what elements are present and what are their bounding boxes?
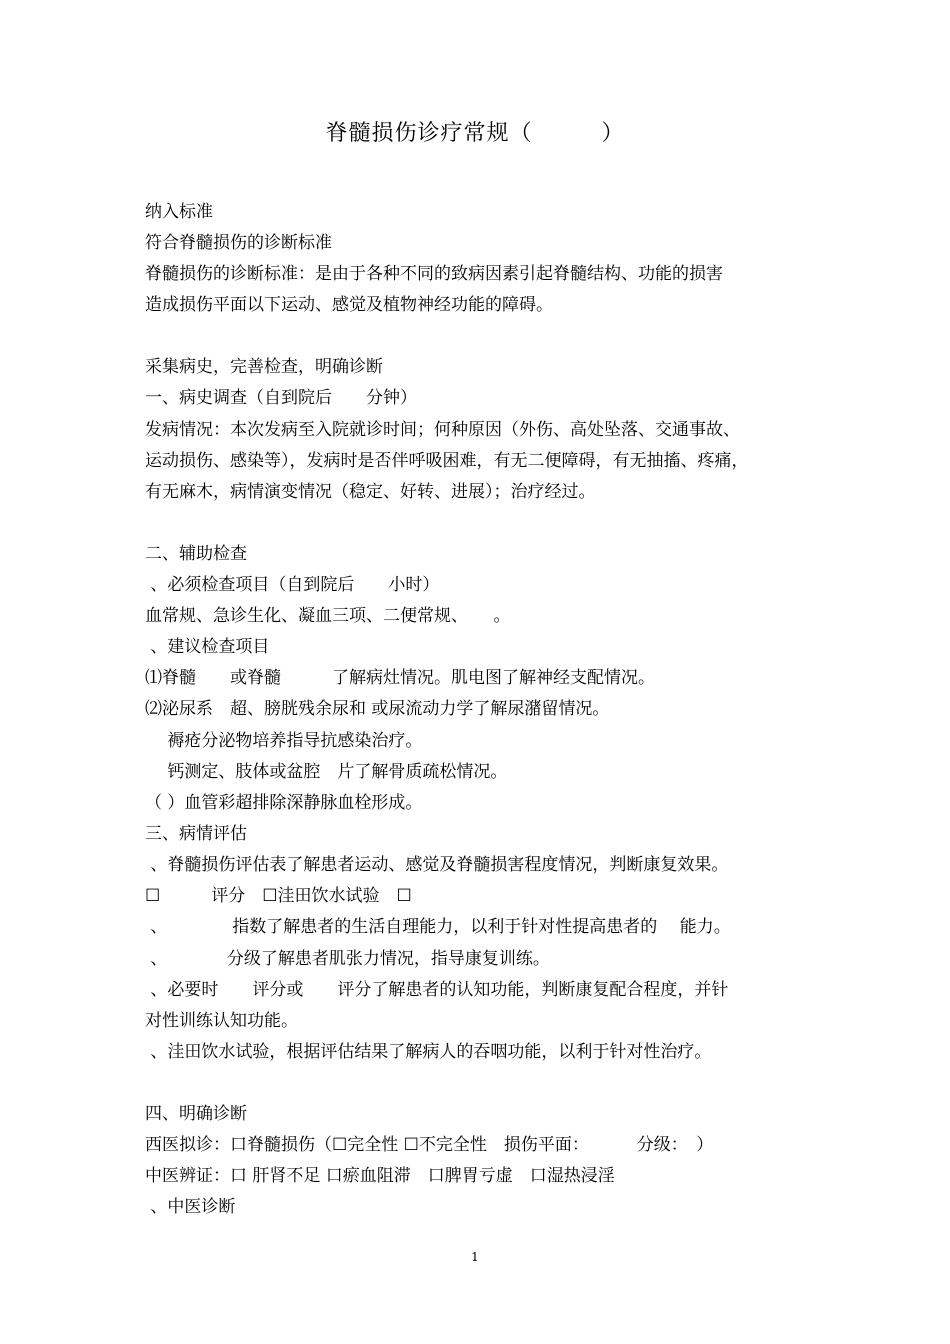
text-line: 、必须检查项目（自到院后 小时）: [145, 575, 440, 595]
text-line: 中医辨证：口 肝肾不足 口瘀血阻滞 口脾胃亏虚 口湿热浸淫: [145, 1166, 615, 1186]
text-line: 、洼田饮水试验，根据评估结果了解病人的吞咽功能，以利于针对性治疗。: [145, 1042, 712, 1062]
text-line: 褥疮分泌物培养指导抗感染治疗。: [145, 731, 423, 751]
page-number: 1: [471, 1250, 479, 1264]
text-line: 、脊髓损伤评估表了解患者运动、感觉及脊髓损害程度情况，判断康复效果。: [145, 855, 729, 875]
section-heading: 采集病史，完善检查，明确诊断: [145, 357, 383, 377]
text-line: 纳入标准: [145, 202, 213, 222]
section-heading: 二、辅助检查: [145, 544, 247, 564]
text-line: 对性训练认知功能。: [145, 1011, 298, 1031]
text-line: 有无麻木，病情演变情况（稳定、好转、进展）；治疗经过。: [145, 482, 596, 502]
text-line: （ ）血管彩超排除深静脉血栓形成。: [145, 793, 423, 813]
text-line: 血常规、急诊生化、凝血三项、二便常规、 。: [145, 606, 511, 626]
text-line: ☐ 评分 ☐洼田饮水试验 ☐: [145, 886, 412, 906]
section-heading: 三、病情评估: [145, 824, 247, 844]
text-line: 、必要时 评分或 评分了解患者的认知功能，判断康复配合程度，并针: [145, 980, 729, 1000]
text-line: 、建议检查项目: [145, 637, 270, 657]
text-line: 符合脊髓损伤的诊断标准: [145, 233, 332, 253]
text-line: 运动损伤、感染等），发病时是否伴呼吸困难，有无二便障碍，有无抽搐、疼痛，: [145, 451, 749, 471]
text-line: 、中医诊断: [145, 1197, 236, 1217]
text-line: ⑴脊髓 或脊髓 了解病灶情况。肌电图了解神经支配情况。: [145, 668, 655, 688]
text-line: 钙测定、肢体或盆腔 片了解骨质疏松情况。: [145, 762, 508, 782]
text-line: 脊髓损伤的诊断标准：是由于各种不同的致病因素引起脊髓结构、功能的损害: [145, 264, 723, 284]
text-line: 发病情况：本次发病至入院就诊时间；何种原因（外伤、高处坠落、交通事故、: [145, 420, 740, 440]
text-line: 造成损伤平面以下运动、感觉及植物神经功能的障碍。: [145, 295, 553, 315]
text-line: 、 指数了解患者的生活自理能力，以利于针对性提高患者的 能力。: [145, 917, 731, 937]
page-title: 脊髓损伤诊疗常规（ ）: [325, 121, 625, 146]
text-line: 西医拟诊：口脊髓损伤（☐完全性 ☐不完全性 损伤平面： 分级： ）: [145, 1135, 714, 1155]
text-line: 、 分级了解患者肌张力情况，指导康复训练。: [145, 949, 550, 969]
section-heading: 四、明确诊断: [145, 1104, 247, 1124]
text-line: ⑵泌尿系 超、膀胱残余尿和 或尿流动力学了解尿潴留情况。: [145, 699, 610, 719]
section-heading: 一、病史调查（自到院后 分钟）: [145, 388, 417, 408]
